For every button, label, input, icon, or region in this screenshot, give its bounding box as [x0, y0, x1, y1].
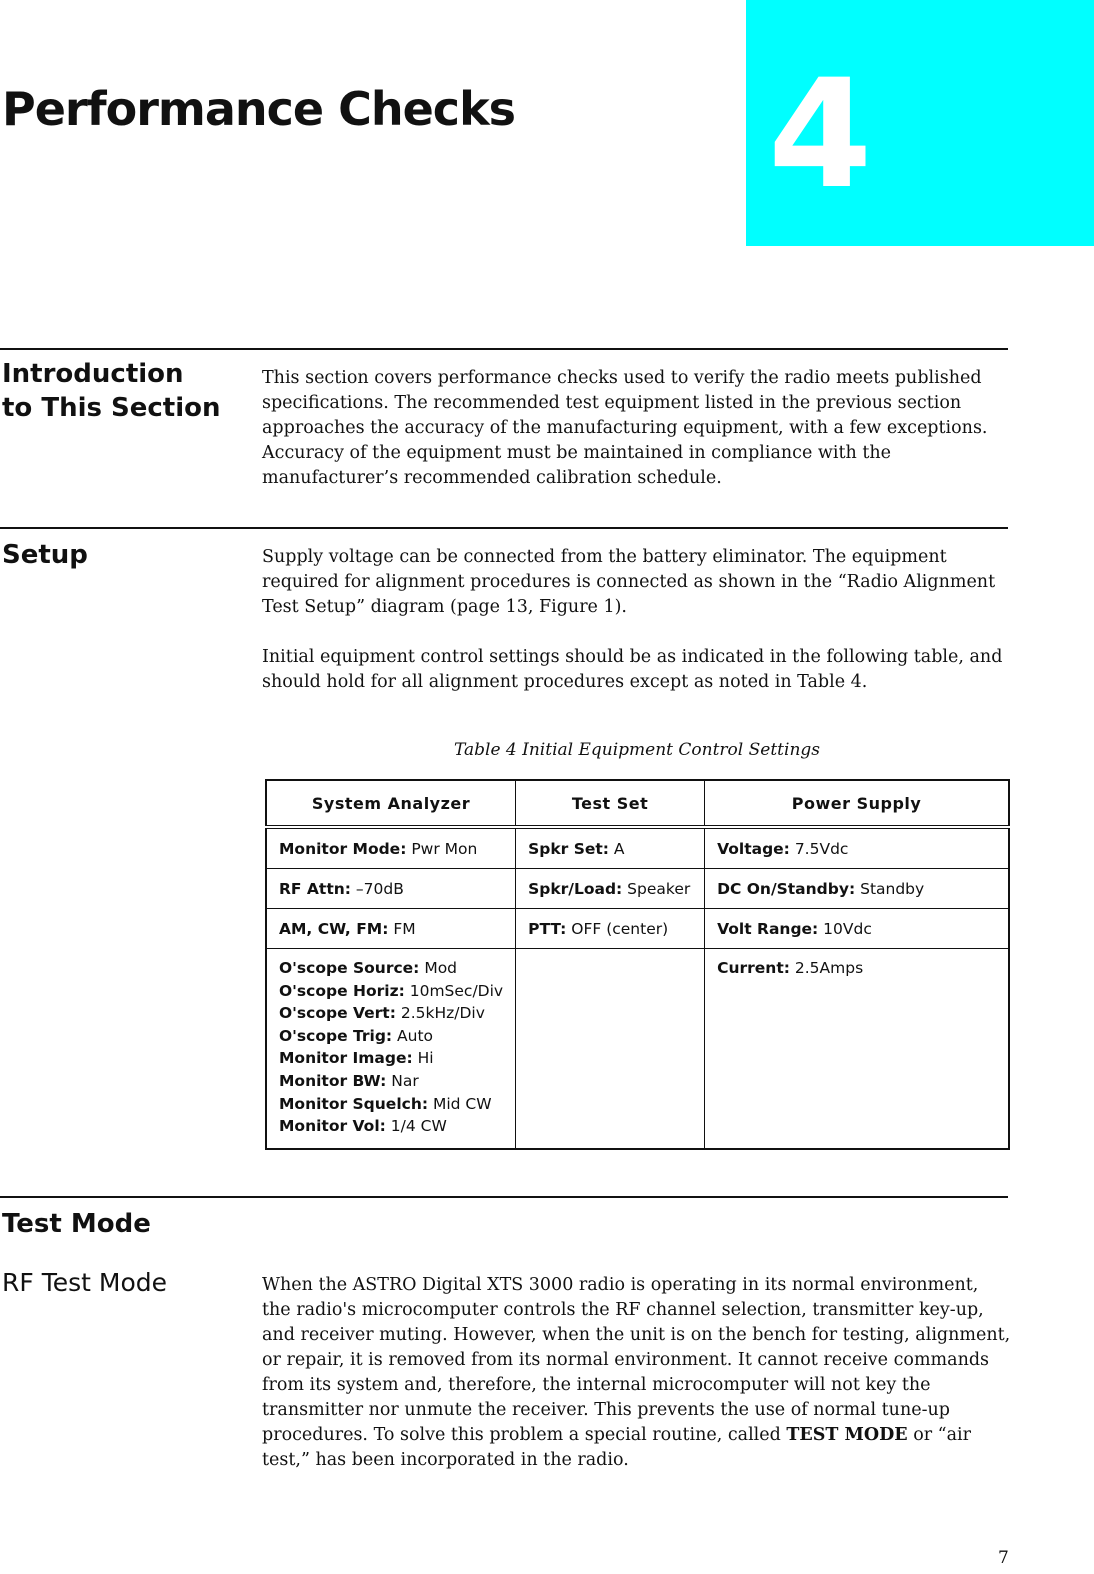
- table-caption: Table 4 Initial Equipment Control Settings: [453, 740, 820, 760]
- setting-label: Voltage:: [717, 839, 790, 858]
- setting-label: DC On/Standby:: [717, 879, 856, 898]
- setting-value: OFF (center): [566, 919, 669, 938]
- setting-value: Mod: [419, 959, 458, 977]
- chapter-number: 4: [768, 48, 873, 222]
- table-row: [266, 909, 1009, 949]
- setting-label: PTT:: [528, 919, 567, 938]
- section-divider: [0, 348, 1008, 350]
- introduction-heading-line1: Introduction: [2, 359, 184, 389]
- setting-value: Mid CW: [428, 1094, 492, 1113]
- setting-label: Monitor Vol:: [279, 1117, 386, 1136]
- table-cell-test-set: [516, 869, 705, 909]
- introduction-body: This section covers performance checks used to verify the radio meets published specifications. The recommended test equipment listed in the previous section approaches the accuracy of the manufacturing equipment, with a few exceptions. Accuracy of the equipment must be maintained in compliance with the manufacturer’s recommended calibration schedule.: [262, 368, 988, 488]
- setting-value: 10mSec/Div: [404, 981, 504, 1000]
- setting-value: –70dB: [350, 879, 404, 898]
- table-row: [266, 827, 1009, 869]
- setting-label: O'scope Trig:: [279, 1026, 393, 1045]
- setting-entry: [279, 920, 503, 938]
- setting-entry: [279, 880, 503, 898]
- setting-entry: [528, 920, 692, 938]
- setting-value: Auto: [392, 1026, 434, 1045]
- setting-entry: [279, 957, 503, 980]
- setting-entry: [279, 1115, 503, 1138]
- setting-value: 10Vdc: [818, 919, 872, 938]
- table-cell-system-analyzer: [266, 949, 516, 1149]
- setting-value: Pwr Mon: [406, 839, 478, 858]
- test-mode-term: TEST MODE: [786, 1425, 908, 1445]
- setting-value: Hi: [412, 1049, 434, 1068]
- table-cell-system-analyzer: [266, 909, 516, 949]
- setting-entry: [279, 980, 503, 1003]
- setting-entry: [279, 1025, 503, 1048]
- table-cell-test-set: [516, 949, 705, 1149]
- setting-value: 1/4 CW: [385, 1117, 447, 1136]
- table-cell-system-analyzer: [266, 869, 516, 909]
- setting-value: Standby: [855, 879, 925, 898]
- section-divider: [0, 527, 1008, 529]
- table-row: [266, 949, 1009, 1149]
- setting-label: Monitor Image:: [279, 1049, 413, 1068]
- setting-value: Nar: [386, 1071, 419, 1090]
- table-cell-test-set: [516, 909, 705, 949]
- setting-label: O'scope Source:: [279, 959, 420, 977]
- setting-entry: [717, 920, 996, 938]
- table-row: [266, 869, 1009, 909]
- setting-label: Monitor BW:: [279, 1071, 387, 1090]
- setting-label: Monitor Mode:: [279, 839, 407, 858]
- setting-entry: [528, 840, 692, 858]
- table-cell-system-analyzer: [266, 827, 516, 869]
- setting-entry: [279, 1002, 503, 1025]
- test-mode-heading: Test Mode: [2, 1209, 151, 1239]
- setting-entry: [279, 840, 503, 858]
- column-header-system-analyzer: System Analyzer: [266, 780, 516, 827]
- setting-entry: [717, 840, 996, 858]
- setting-label: RF Attn:: [279, 879, 351, 898]
- table-cell-power-supply: [705, 869, 1009, 909]
- introduction-heading-line2: to This Section: [2, 393, 221, 423]
- table-cell-power-supply: [705, 827, 1009, 869]
- setting-label: Spkr Set:: [528, 839, 609, 858]
- setting-label: Monitor Squelch:: [279, 1094, 429, 1113]
- body-text-segment: When the ASTRO Digital XTS 3000 radio is operating in its normal environment, the radio's microcomputer controls the RF channel selection, transmitter key-up, and receiver muting. However, when the unit is on the bench for testing, alignment, or repair, it is removed from its normal environment. It cannot receive commands from its system and, therefore, the internal microcomputer will not key the transmitter nor unmute the receiver. This prevents the use of normal tune-up procedures. To solve this problem a special routine, called: [262, 1275, 1011, 1445]
- setting-label: Volt Range:: [717, 919, 819, 938]
- setting-value: A: [608, 839, 625, 858]
- setup-heading: Setup: [2, 540, 88, 570]
- setting-entry: [279, 1047, 503, 1070]
- setting-entry: [717, 880, 996, 898]
- table-cell-power-supply: [705, 909, 1009, 949]
- setup-paragraph-2: Initial equipment control settings should be as indicated in the following table, and should hold for all alignment procedures except as noted in Table 4.: [262, 647, 1003, 692]
- body-text-segment: or “air test,” has been incorporated in the radio.: [262, 1425, 972, 1470]
- page-title: Performance Checks: [2, 82, 516, 136]
- setting-label: O'scope Vert:: [279, 1004, 396, 1023]
- setting-value: 2.5kHz/Div: [395, 1004, 485, 1023]
- column-header-power-supply: Power Supply: [705, 780, 1009, 827]
- setting-value: 7.5Vdc: [789, 839, 849, 858]
- table-cell-test-set: [516, 827, 705, 869]
- table-header-row: [266, 780, 1009, 827]
- setting-entry: [279, 1093, 503, 1116]
- column-header-test-set: Test Set: [516, 780, 705, 827]
- rf-test-mode-body: [262, 1273, 1012, 1473]
- setup-paragraph-1: Supply voltage can be connected from the battery eliminator. The equipment required for alignment procedures is connected as shown in the “Radio Alignment Test Setup” diagram (page 13, Figure 1).: [262, 547, 996, 617]
- setting-value: FM: [388, 919, 416, 938]
- table-cell-power-supply: [705, 949, 1009, 1149]
- setting-label: O'scope Horiz:: [279, 981, 405, 1000]
- rf-test-mode-subheading: RF Test Mode: [2, 1268, 167, 1297]
- section-divider: [0, 1196, 1008, 1198]
- setting-label: Spkr/Load:: [528, 879, 623, 898]
- introduction-heading: [2, 357, 221, 425]
- setting-value: Speaker: [622, 879, 691, 898]
- equipment-settings-table: [265, 779, 1010, 1150]
- setting-entry: [279, 1070, 503, 1093]
- setting-entry: [717, 957, 996, 980]
- setting-label: AM, CW, FM:: [279, 919, 389, 938]
- setting-label: Current:: [717, 959, 790, 977]
- page-number: 7: [998, 1548, 1009, 1568]
- setting-value: 2.5Amps: [789, 959, 864, 977]
- setting-entry: [528, 880, 692, 898]
